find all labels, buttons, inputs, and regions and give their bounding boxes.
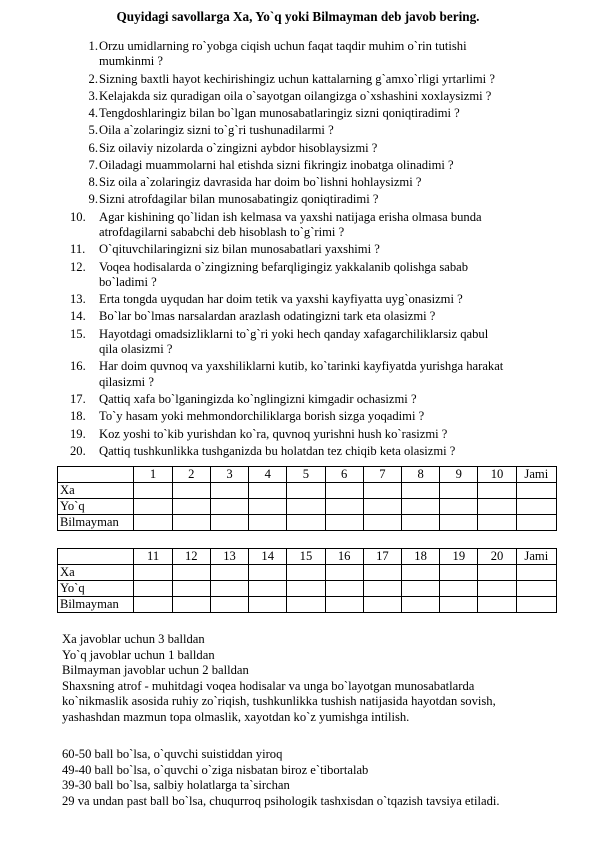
result-line: 49-40 ball bo`lsa, o`quvchi o`ziga nisbatan biroz e`tibortalab [62, 762, 369, 777]
answer-cell[interactable] [516, 565, 556, 581]
question-item [72, 292, 562, 307]
question-text: Siz oila a`zolaringiz davrasida har doim bo`lishni hohlaysizmi ? [99, 175, 422, 190]
question-text-continued: qila olasizmi ? [99, 342, 173, 357]
question-text: Siz oilaviy nizolarda o`zingizni aybdor hisoblaysizmi ? [99, 140, 378, 155]
question-number: 15. [70, 326, 86, 341]
scoring-line: Xa javoblar uchun 3 balldan [62, 632, 205, 646]
answer-cell[interactable] [516, 597, 556, 613]
answer-cell[interactable] [134, 483, 172, 499]
question-item [72, 444, 562, 459]
table-row-label: Bilmayman [58, 515, 134, 531]
question-number: 12. [70, 259, 86, 274]
question-number: 3. [88, 88, 98, 103]
question-text: Agar kishining qo`lidan ish kelmasa va yaxshi natijaga erisha olmasa bunda [99, 209, 482, 224]
table-row-label: Yo`q [58, 581, 134, 597]
question-item [72, 260, 562, 291]
answer-cell[interactable] [516, 499, 556, 515]
answer-cell[interactable] [363, 499, 401, 515]
question-number: 14. [70, 309, 86, 324]
answer-cell[interactable] [440, 483, 478, 499]
question-item [72, 123, 562, 138]
answer-cell[interactable] [134, 581, 172, 597]
question-text-continued: bo`ladimi ? [99, 274, 157, 289]
question-item [72, 409, 562, 424]
table-header-cell: 3 [210, 467, 248, 483]
question-number: 10. [70, 209, 86, 224]
answer-cell[interactable] [134, 597, 172, 613]
answer-cell[interactable] [516, 483, 556, 499]
answer-cell[interactable] [440, 581, 478, 597]
table-row [58, 515, 557, 531]
question-text: Oila a`zolaringiz sizni to`g`ri tushunadilarmi ? [99, 123, 334, 138]
table-row [58, 581, 557, 597]
results-section [62, 747, 562, 809]
question-number: 9. [88, 192, 98, 207]
table-row [58, 483, 557, 499]
answer-cell[interactable] [249, 515, 287, 531]
answer-cell[interactable] [287, 565, 325, 581]
table-header-cell: 14 [249, 549, 287, 565]
question-item [72, 39, 562, 70]
answer-cell[interactable] [249, 581, 287, 597]
answer-cell[interactable] [287, 581, 325, 597]
question-text: Qattiq xafa bo`lganingizda ko`nglingizni kimgadir ochasizmi ? [99, 392, 417, 407]
answer-cell[interactable] [210, 515, 248, 531]
table-header-cell: 7 [363, 467, 401, 483]
question-text: Sizning baxtli hayot kechirishingiz uchun kattalarning g`amxo`rligi yrtarlimi ? [99, 71, 495, 86]
question-text-continued: qilasizmi ? [99, 374, 154, 389]
result-line: 39-30 ball bo`lsa, salbiy holatlarga ta`sirchan [62, 778, 290, 792]
answer-cell[interactable] [325, 499, 363, 515]
answer-cell[interactable] [325, 565, 363, 581]
question-number: 13. [70, 292, 86, 307]
answer-cell[interactable] [172, 581, 210, 597]
answer-cell[interactable] [401, 483, 439, 499]
answer-cell[interactable] [478, 483, 516, 499]
answer-cell[interactable] [440, 499, 478, 515]
answer-cell[interactable] [210, 565, 248, 581]
question-text: Orzu umidlarning ro`yobga ciqish uchun faqat taqdir muhim o`rin tutishi [99, 39, 467, 53]
question-item [72, 158, 562, 173]
question-text: Oiladagi muammolarni hal etishda sizni fikringiz inobatga olinadimi ? [99, 157, 454, 172]
question-list [72, 39, 562, 461]
answer-cell[interactable] [287, 483, 325, 499]
question-text: Hayotdagi omadsizliklarni to`g`ri yoki hech qanday xafagarchiliklarsiz qabul [99, 326, 489, 341]
answer-table-1 [57, 466, 557, 531]
question-item [72, 327, 562, 358]
answer-cell[interactable] [440, 597, 478, 613]
scoring-line: Bilmayman javoblar uchun 2 balldan [62, 663, 249, 677]
table-corner-cell [58, 549, 134, 565]
table-row-label: Xa [58, 565, 134, 581]
answer-cell[interactable] [401, 499, 439, 515]
question-number: 11. [70, 242, 86, 257]
answer-cell[interactable] [516, 581, 556, 597]
question-item [72, 72, 562, 87]
answer-cell[interactable] [440, 515, 478, 531]
answer-cell[interactable] [325, 515, 363, 531]
answer-cell[interactable] [478, 499, 516, 515]
question-item [72, 210, 562, 241]
answer-cell[interactable] [172, 597, 210, 613]
table-header-cell: 19 [440, 549, 478, 565]
question-item [72, 89, 562, 104]
question-text: O`qituvchilaringizni siz bilan munosabatlari yaxshimi ? [99, 242, 380, 257]
answer-cell[interactable] [249, 483, 287, 499]
answer-cell[interactable] [249, 597, 287, 613]
question-item [72, 242, 562, 257]
answer-cell[interactable] [363, 597, 401, 613]
table-corner-cell [58, 467, 134, 483]
question-number: 8. [88, 175, 98, 190]
answer-cell[interactable] [516, 515, 556, 531]
scoring-line: ko`nikmaslik asosida ruhiy zo`riqish, tushkunlikka tushish natijasida hayotdan sovish, [62, 694, 496, 708]
table-header-cell: 5 [287, 467, 325, 483]
result-line: 29 va undan past ball bo`lsa, chuqurroq psihologik tashxisdan o`tqazish tavsiya etiladi. [62, 793, 500, 808]
table-header-cell: 8 [401, 467, 439, 483]
question-text: To`y hasam yoki mehmondorchiliklarga borish sizga yoqadimi ? [99, 409, 425, 424]
question-number: 16. [70, 359, 86, 374]
table-header-cell: 11 [134, 549, 172, 565]
question-text: Har doim quvnoq va yaxshiliklarni kutib, ko`tarinki kayfiyatda yurishga harakat [99, 359, 504, 374]
question-text: Erta tongda uyqudan har doim tetik va yaxshi kayfiyatta uyg`onasizmi ? [99, 292, 463, 307]
answer-cell[interactable] [172, 565, 210, 581]
question-number: 6. [88, 140, 98, 155]
answer-cell[interactable] [440, 565, 478, 581]
answer-cell[interactable] [401, 581, 439, 597]
table-header-cell: 6 [325, 467, 363, 483]
answer-cell[interactable] [478, 515, 516, 531]
result-line: 60-50 ball bo`lsa, o`quvchi suistiddan yiroq [62, 747, 283, 761]
question-text-continued: mumkinmi ? [99, 54, 164, 69]
table-header-cell: 4 [249, 467, 287, 483]
table-header-cell: 12 [172, 549, 210, 565]
question-text: Koz yoshi to`kib yurishdan ko`ra, quvnoq yurishni hush ko`rasizmi ? [99, 426, 448, 441]
answer-cell[interactable] [363, 581, 401, 597]
table-header-cell: 20 [478, 549, 516, 565]
answer-cell[interactable] [401, 597, 439, 613]
answer-cell[interactable] [363, 515, 401, 531]
answer-cell[interactable] [172, 483, 210, 499]
answer-cell[interactable] [478, 565, 516, 581]
scoring-line: yashashdan mazmun topa olmaslik, xayotdan ko`z yumishga intilish. [62, 709, 410, 724]
question-text: Tengdoshlaringiz bilan bo`lgan munosabatlaringiz sizni qoniqtiradimi ? [99, 106, 460, 121]
answer-cell[interactable] [401, 515, 439, 531]
page-title: Quyidagi savollarga Xa, Yo`q yoki Bilmayman deb javob bering. [116, 9, 480, 24]
table-header-cell: 9 [440, 467, 478, 483]
table-row-label: Yo`q [58, 499, 134, 515]
answer-cell[interactable] [134, 565, 172, 581]
table-row [58, 499, 557, 515]
scoring-line: Yo`q javoblar uchun 1 balldan [62, 647, 215, 662]
question-number: 17. [70, 392, 86, 407]
answer-cell[interactable] [210, 597, 248, 613]
answer-cell[interactable] [325, 581, 363, 597]
table-header-cell: 2 [172, 467, 210, 483]
question-item [72, 141, 562, 156]
scoring-section [62, 632, 562, 725]
question-item [72, 427, 562, 442]
table-header-cell: Jami [516, 549, 556, 565]
answer-cell[interactable] [478, 581, 516, 597]
question-text: Qattiq tushkunlikka tushganizda bu holatdan tez chiqib keta olasizmi ? [99, 443, 456, 458]
answer-cell[interactable] [172, 499, 210, 515]
table-header-cell: 1 [134, 467, 172, 483]
question-number: 2. [88, 71, 98, 86]
question-item [72, 309, 562, 324]
answer-cell[interactable] [287, 499, 325, 515]
answer-cell[interactable] [287, 597, 325, 613]
answer-cell[interactable] [210, 483, 248, 499]
question-number: 19. [70, 426, 86, 441]
answer-table-2 [57, 548, 557, 613]
answer-cell[interactable] [325, 483, 363, 499]
table-header-cell: 15 [287, 549, 325, 565]
question-item [72, 175, 562, 190]
answer-cell[interactable] [134, 515, 172, 531]
table-row [58, 597, 557, 613]
answer-cell[interactable] [210, 581, 248, 597]
question-number: 20. [70, 443, 86, 458]
question-text-continued: atrofdagilarni sababchi deb hisoblash to`g`rimi ? [99, 225, 345, 240]
question-number: 4. [88, 106, 98, 121]
answer-cell[interactable] [134, 499, 172, 515]
question-text: Voqea hodisalarda o`zingizning befarqligingiz yakkalanib qolishga sabab [99, 259, 469, 274]
table-header-row [58, 467, 557, 483]
answer-cell[interactable] [249, 499, 287, 515]
table-header-cell: 13 [210, 549, 248, 565]
question-text: Bo`lar bo`lmas narsalardan arazlash odatingizni tark eta olasizmi ? [99, 309, 436, 324]
question-item [72, 392, 562, 407]
question-item [72, 192, 562, 207]
question-item [72, 106, 562, 121]
table-header-cell: 16 [325, 549, 363, 565]
question-item [72, 359, 562, 390]
answer-cell[interactable] [401, 565, 439, 581]
table-header-cell: 18 [401, 549, 439, 565]
table-header-row [58, 549, 557, 565]
table-row-label: Xa [58, 483, 134, 499]
question-number: 1. [88, 39, 98, 53]
scoring-line: Shaxsning atrof - muhitdagi voqea hodisalar va unga bo`layotgan munosabatlarda [62, 678, 475, 693]
question-text: Sizni atrofdagilar bilan munosabatingiz qoniqtiradimi ? [99, 192, 379, 207]
question-number: 18. [70, 409, 86, 424]
table-row [58, 565, 557, 581]
table-header-cell: 17 [363, 549, 401, 565]
answer-cell[interactable] [363, 565, 401, 581]
answer-cell[interactable] [325, 597, 363, 613]
answer-cell[interactable] [172, 515, 210, 531]
question-number: 7. [88, 157, 98, 172]
answer-cell[interactable] [478, 597, 516, 613]
question-number: 5. [88, 123, 98, 138]
answer-cell[interactable] [249, 565, 287, 581]
table-row-label: Bilmayman [58, 597, 134, 613]
answer-cell[interactable] [210, 499, 248, 515]
table-header-cell: Jami [516, 467, 556, 483]
answer-cell[interactable] [287, 515, 325, 531]
question-text: Kelajakda siz quradigan oila o`sayotgan oilangizga o`xshashini xoxlaysizmi ? [99, 88, 492, 103]
answer-cell[interactable] [363, 483, 401, 499]
table-header-cell: 10 [478, 467, 516, 483]
